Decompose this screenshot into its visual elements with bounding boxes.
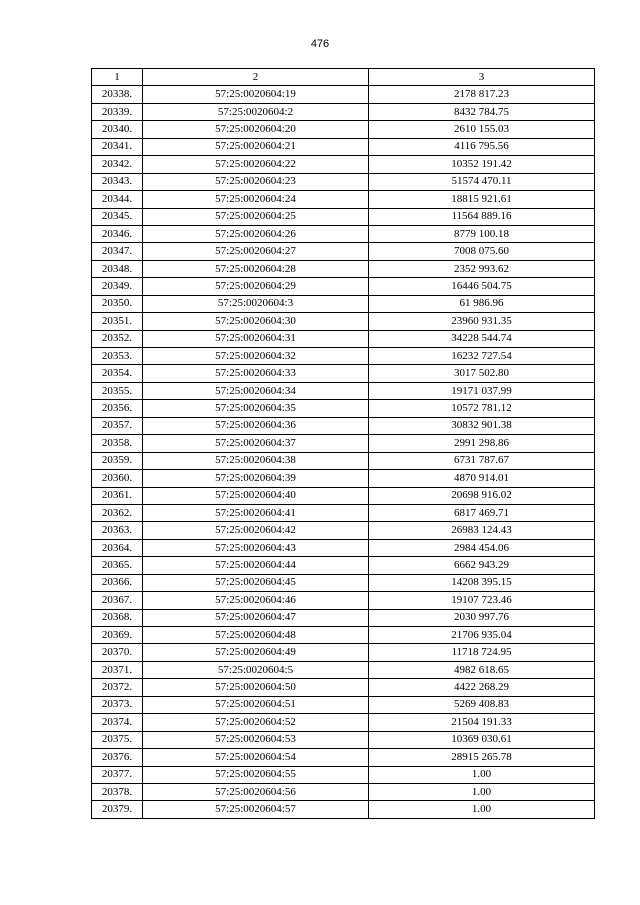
table-row bbox=[92, 173, 595, 190]
table-row bbox=[92, 156, 595, 173]
table-row bbox=[92, 696, 595, 713]
table-row bbox=[92, 766, 595, 783]
value-cell: 18815 921.61 bbox=[369, 191, 595, 208]
row-number-cell: 20346. bbox=[92, 225, 143, 242]
row-number-cell: 20374. bbox=[92, 714, 143, 731]
row-number-cell: 20342. bbox=[92, 156, 143, 173]
value-cell: 19171 037.99 bbox=[369, 382, 595, 399]
row-number-cell: 20338. bbox=[92, 86, 143, 103]
value-cell: 23960 931.35 bbox=[369, 313, 595, 330]
table-row bbox=[92, 627, 595, 644]
table-row bbox=[92, 243, 595, 260]
cadastral-number-cell: 57:25:0020604:2 bbox=[143, 103, 369, 120]
table-row bbox=[92, 661, 595, 678]
cadastral-number-cell: 57:25:0020604:28 bbox=[143, 260, 369, 277]
row-number-cell: 20345. bbox=[92, 208, 143, 225]
row-number-cell: 20361. bbox=[92, 487, 143, 504]
table-row bbox=[92, 801, 595, 818]
value-cell: 7008 075.60 bbox=[369, 243, 595, 260]
row-number-cell: 20369. bbox=[92, 627, 143, 644]
table-row bbox=[92, 348, 595, 365]
cadastral-number-cell: 57:25:0020604:56 bbox=[143, 783, 369, 800]
row-number-cell: 20355. bbox=[92, 382, 143, 399]
column-header-cadastral-number: 2 bbox=[143, 69, 369, 86]
cadastral-number-cell: 57:25:0020604:23 bbox=[143, 173, 369, 190]
table-header-row bbox=[92, 69, 595, 86]
cadastral-number-cell: 57:25:0020604:29 bbox=[143, 278, 369, 295]
value-cell: 3017 502.80 bbox=[369, 365, 595, 382]
value-cell: 21504 191.33 bbox=[369, 714, 595, 731]
value-cell: 30832 901.38 bbox=[369, 417, 595, 434]
row-number-cell: 20351. bbox=[92, 313, 143, 330]
table-row bbox=[92, 260, 595, 277]
page-number: 476 bbox=[310, 38, 330, 50]
cadastral-number-cell: 57:25:0020604:30 bbox=[143, 313, 369, 330]
table-row bbox=[92, 452, 595, 469]
cadastral-number-cell: 57:25:0020604:46 bbox=[143, 592, 369, 609]
table-row bbox=[92, 121, 595, 138]
table-row bbox=[92, 382, 595, 399]
value-cell: 5269 408.83 bbox=[369, 696, 595, 713]
cadastral-number-cell: 57:25:0020604:27 bbox=[143, 243, 369, 260]
cadastral-number-cell: 57:25:0020604:44 bbox=[143, 557, 369, 574]
table-row bbox=[92, 225, 595, 242]
table-row bbox=[92, 400, 595, 417]
value-cell: 4982 618.65 bbox=[369, 661, 595, 678]
value-cell: 2991 298.86 bbox=[369, 435, 595, 452]
cadastral-number-cell: 57:25:0020604:57 bbox=[143, 801, 369, 818]
table-row bbox=[92, 574, 595, 591]
cadastral-number-cell: 57:25:0020604:5 bbox=[143, 661, 369, 678]
row-number-cell: 20347. bbox=[92, 243, 143, 260]
value-cell: 11718 724.95 bbox=[369, 644, 595, 661]
row-number-cell: 20366. bbox=[92, 574, 143, 591]
value-cell: 1.00 bbox=[369, 783, 595, 800]
row-number-cell: 20360. bbox=[92, 470, 143, 487]
cadastral-number-cell: 57:25:0020604:43 bbox=[143, 539, 369, 556]
cadastral-number-cell: 57:25:0020604:3 bbox=[143, 295, 369, 312]
table-row bbox=[92, 365, 595, 382]
row-number-cell: 20343. bbox=[92, 173, 143, 190]
value-cell: 10369 030.61 bbox=[369, 731, 595, 748]
row-number-cell: 20353. bbox=[92, 348, 143, 365]
cadastral-number-cell: 57:25:0020604:24 bbox=[143, 191, 369, 208]
value-cell: 16446 504.75 bbox=[369, 278, 595, 295]
cadastral-number-cell: 57:25:0020604:40 bbox=[143, 487, 369, 504]
table-row bbox=[92, 592, 595, 609]
value-cell: 19107 723.46 bbox=[369, 592, 595, 609]
table-row bbox=[92, 731, 595, 748]
value-cell: 20698 916.02 bbox=[369, 487, 595, 504]
value-cell: 1.00 bbox=[369, 766, 595, 783]
value-cell: 51574 470.11 bbox=[369, 173, 595, 190]
row-number-cell: 20376. bbox=[92, 749, 143, 766]
cadastral-number-cell: 57:25:0020604:32 bbox=[143, 348, 369, 365]
row-number-cell: 20357. bbox=[92, 417, 143, 434]
row-number-cell: 20349. bbox=[92, 278, 143, 295]
row-number-cell: 20371. bbox=[92, 661, 143, 678]
table-row bbox=[92, 138, 595, 155]
cadastral-number-cell: 57:25:0020604:25 bbox=[143, 208, 369, 225]
value-cell: 34228 544.74 bbox=[369, 330, 595, 347]
table-row bbox=[92, 86, 595, 103]
row-number-cell: 20359. bbox=[92, 452, 143, 469]
table-row bbox=[92, 504, 595, 521]
table-row bbox=[92, 208, 595, 225]
table-row bbox=[92, 679, 595, 696]
value-cell: 14208 395.15 bbox=[369, 574, 595, 591]
row-number-cell: 20377. bbox=[92, 766, 143, 783]
table-row bbox=[92, 191, 595, 208]
row-number-cell: 20348. bbox=[92, 260, 143, 277]
row-number-cell: 20350. bbox=[92, 295, 143, 312]
value-cell: 1.00 bbox=[369, 801, 595, 818]
row-number-cell: 20352. bbox=[92, 330, 143, 347]
cadastral-number-cell: 57:25:0020604:52 bbox=[143, 714, 369, 731]
cadastral-number-cell: 57:25:0020604:45 bbox=[143, 574, 369, 591]
column-header-number: 1 bbox=[92, 69, 143, 86]
table-row bbox=[92, 417, 595, 434]
value-cell: 16232 727.54 bbox=[369, 348, 595, 365]
row-number-cell: 20356. bbox=[92, 400, 143, 417]
table-row bbox=[92, 278, 595, 295]
value-cell: 6662 943.29 bbox=[369, 557, 595, 574]
row-number-cell: 20370. bbox=[92, 644, 143, 661]
value-cell: 61 986.96 bbox=[369, 295, 595, 312]
cadastral-number-cell: 57:25:0020604:55 bbox=[143, 766, 369, 783]
cadastral-number-cell: 57:25:0020604:47 bbox=[143, 609, 369, 626]
cadastral-number-cell: 57:25:0020604:22 bbox=[143, 156, 369, 173]
cadastral-number-cell: 57:25:0020604:38 bbox=[143, 452, 369, 469]
table-row bbox=[92, 644, 595, 661]
row-number-cell: 20373. bbox=[92, 696, 143, 713]
value-cell: 10572 781.12 bbox=[369, 400, 595, 417]
row-number-cell: 20354. bbox=[92, 365, 143, 382]
value-cell: 4422 268.29 bbox=[369, 679, 595, 696]
row-number-cell: 20365. bbox=[92, 557, 143, 574]
cadastral-number-cell: 57:25:0020604:35 bbox=[143, 400, 369, 417]
value-cell: 21706 935.04 bbox=[369, 627, 595, 644]
row-number-cell: 20378. bbox=[92, 783, 143, 800]
data-table bbox=[91, 68, 595, 819]
value-cell: 28915 265.78 bbox=[369, 749, 595, 766]
value-cell: 4116 795.56 bbox=[369, 138, 595, 155]
cadastral-number-cell: 57:25:0020604:39 bbox=[143, 470, 369, 487]
cadastral-number-cell: 57:25:0020604:51 bbox=[143, 696, 369, 713]
row-number-cell: 20341. bbox=[92, 138, 143, 155]
table-row bbox=[92, 435, 595, 452]
table-row bbox=[92, 522, 595, 539]
cadastral-number-cell: 57:25:0020604:31 bbox=[143, 330, 369, 347]
cadastral-number-cell: 57:25:0020604:41 bbox=[143, 504, 369, 521]
row-number-cell: 20379. bbox=[92, 801, 143, 818]
row-number-cell: 20367. bbox=[92, 592, 143, 609]
table-row bbox=[92, 749, 595, 766]
row-number-cell: 20364. bbox=[92, 539, 143, 556]
row-number-cell: 20375. bbox=[92, 731, 143, 748]
row-number-cell: 20372. bbox=[92, 679, 143, 696]
cadastral-number-cell: 57:25:0020604:33 bbox=[143, 365, 369, 382]
cadastral-number-cell: 57:25:0020604:26 bbox=[143, 225, 369, 242]
value-cell: 2610 155.03 bbox=[369, 121, 595, 138]
value-cell: 2984 454.06 bbox=[369, 539, 595, 556]
table-row bbox=[92, 330, 595, 347]
value-cell: 2352 993.62 bbox=[369, 260, 595, 277]
cadastral-number-cell: 57:25:0020604:34 bbox=[143, 382, 369, 399]
table-row bbox=[92, 103, 595, 120]
value-cell: 6817 469.71 bbox=[369, 504, 595, 521]
table-body bbox=[92, 86, 595, 818]
table-row bbox=[92, 487, 595, 504]
value-cell: 8779 100.18 bbox=[369, 225, 595, 242]
cadastral-number-cell: 57:25:0020604:42 bbox=[143, 522, 369, 539]
value-cell: 6731 787.67 bbox=[369, 452, 595, 469]
table-row bbox=[92, 714, 595, 731]
table-row bbox=[92, 783, 595, 800]
cadastral-number-cell: 57:25:0020604:50 bbox=[143, 679, 369, 696]
cadastral-number-cell: 57:25:0020604:54 bbox=[143, 749, 369, 766]
cadastral-number-cell: 57:25:0020604:37 bbox=[143, 435, 369, 452]
table-row bbox=[92, 470, 595, 487]
table-row bbox=[92, 295, 595, 312]
column-header-value: 3 bbox=[369, 69, 595, 86]
table-row bbox=[92, 313, 595, 330]
value-cell: 10352 191.42 bbox=[369, 156, 595, 173]
cadastral-number-cell: 57:25:0020604:49 bbox=[143, 644, 369, 661]
row-number-cell: 20339. bbox=[92, 103, 143, 120]
cadastral-number-cell: 57:25:0020604:19 bbox=[143, 86, 369, 103]
value-cell: 4870 914.01 bbox=[369, 470, 595, 487]
value-cell: 2178 817.23 bbox=[369, 86, 595, 103]
row-number-cell: 20358. bbox=[92, 435, 143, 452]
table-row bbox=[92, 557, 595, 574]
cadastral-number-cell: 57:25:0020604:36 bbox=[143, 417, 369, 434]
row-number-cell: 20362. bbox=[92, 504, 143, 521]
value-cell: 8432 784.75 bbox=[369, 103, 595, 120]
cadastral-number-cell: 57:25:0020604:48 bbox=[143, 627, 369, 644]
row-number-cell: 20363. bbox=[92, 522, 143, 539]
value-cell: 11564 889.16 bbox=[369, 208, 595, 225]
cadastral-number-cell: 57:25:0020604:21 bbox=[143, 138, 369, 155]
value-cell: 2030 997.76 bbox=[369, 609, 595, 626]
table-row bbox=[92, 609, 595, 626]
table-row bbox=[92, 539, 595, 556]
cadastral-number-cell: 57:25:0020604:53 bbox=[143, 731, 369, 748]
row-number-cell: 20340. bbox=[92, 121, 143, 138]
row-number-cell: 20344. bbox=[92, 191, 143, 208]
cadastral-number-cell: 57:25:0020604:20 bbox=[143, 121, 369, 138]
value-cell: 26983 124.43 bbox=[369, 522, 595, 539]
row-number-cell: 20368. bbox=[92, 609, 143, 626]
